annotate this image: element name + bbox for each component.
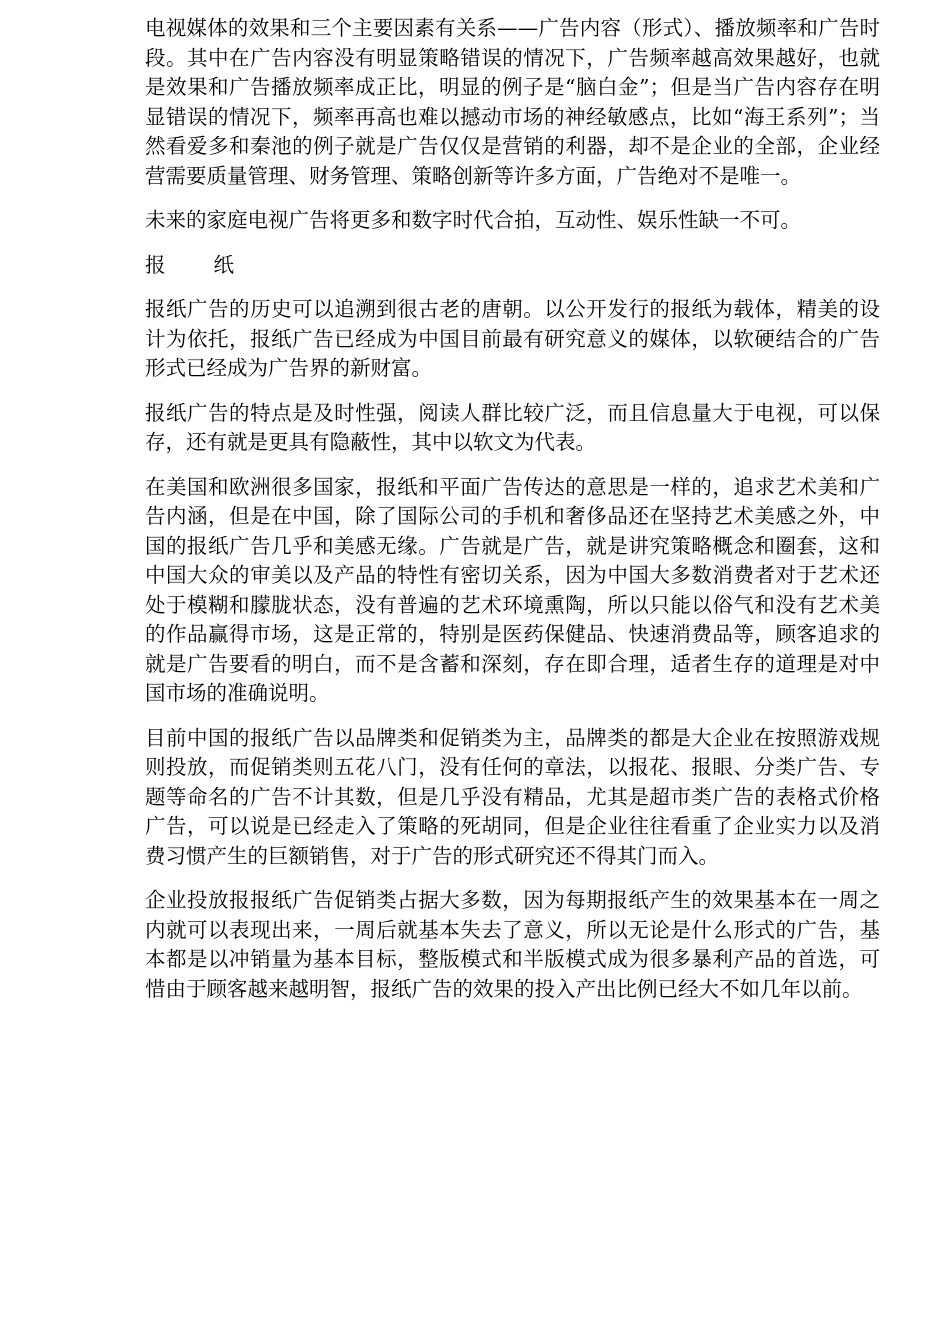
document-page [145, 14, 880, 1019]
paragraph-newspaper-aesthetics: 在美国和欧洲很多国家，报纸和平面广告传达的意思是一样的，追求艺术美和广告内涵，但是在中国，除了国际公司的手机和奢侈品还在坚持艺术美感之外，中国的报纸广告几乎和美感无缘。广告就是广告，就是讲究策略概念和圈套，这和中国大众的审美以及产品的特性有密切关系，因为中国大多数消费者对于艺术还处于模糊和朦胧状态，没有普遍的艺术环境熏陶，所以只能以俗气和没有艺术美的作品赢得市场，这是正常的，特别是医药保健品、快速消费品等，顾客追求的就是广告要看的明白，而不是含蓄和深刻，存在即合理，适者生存的道理是对中国市场的准确说明。 [145, 474, 880, 705]
paragraph-newspaper-history: 报纸广告的历史可以追溯到很古老的唐朝。以公开发行的报纸为载体，精美的设计为依托，报纸广告已经成为中国目前最有研究意义的媒体，以软硬结合的广告形式已经成为广告界的新财富。 [145, 297, 880, 380]
paragraph-newspaper-promotion: 企业投放报报纸广告促销类占据大多数，因为每期报纸产生的效果基本在一周之内就可以表现出来，一周后就基本失去了意义，所以无论是什么形式的广告，基本都是以冲销量为基本目标，整版模式和半版模式成为很多暴利产品的首选，可惜由于顾客越来越明智，报纸广告的效果的投入产出比例已经大不如几年以前。 [145, 888, 880, 1001]
paragraph-tv-future: 未来的家庭电视广告将更多和数字时代合拍，互动性、娱乐性缺一不可。 [145, 208, 801, 232]
section-heading-newspaper [145, 251, 880, 281]
paragraph-tv-media-effect: 电视媒体的效果和三个主要因素有关系——广告内容（形式）、播放频率和广告时段。其中在广告内容没有明显策略错误的情况下，广告频率越高效果越好，也就是效果和广告播放频率成正比，明显的例子是“脑白金”；但是当广告内容存在明显错误的情况下，频率再高也难以撼动市场的神经敏感点，比如“海王系列”；当然看爱多和秦池的例子就是广告仅仅是营销的利器，却不是企业的全部，企业经营需要质量管理、财务管理、策略创新等许多方面，广告绝对不是唯一。 [145, 16, 880, 188]
heading-char-2: 纸 [213, 252, 234, 277]
paragraph-newspaper-features: 报纸广告的特点是及时性强，阅读人群比较广泛，而且信息量大于电视，可以保存，还有就是更具有隐蔽性，其中以软文为代表。 [145, 400, 880, 454]
paragraph-newspaper-categories: 目前中国的报纸广告以品牌类和促销类为主，品牌类的都是大企业在按照游戏规则投放，而促销类则五花八门，没有任何的章法，以报花、报眼、分类广告、专题等命名的广告不计其数，但是几乎没有精品，尤其是超市类广告的表格式价格广告，可以说是已经走入了策略的死胡同，但是企业往往看重了企业实力以及消费习惯产生的巨额销售，对于广告的形式研究还不得其门而入。 [145, 725, 880, 868]
heading-char-1: 报 [145, 252, 166, 277]
